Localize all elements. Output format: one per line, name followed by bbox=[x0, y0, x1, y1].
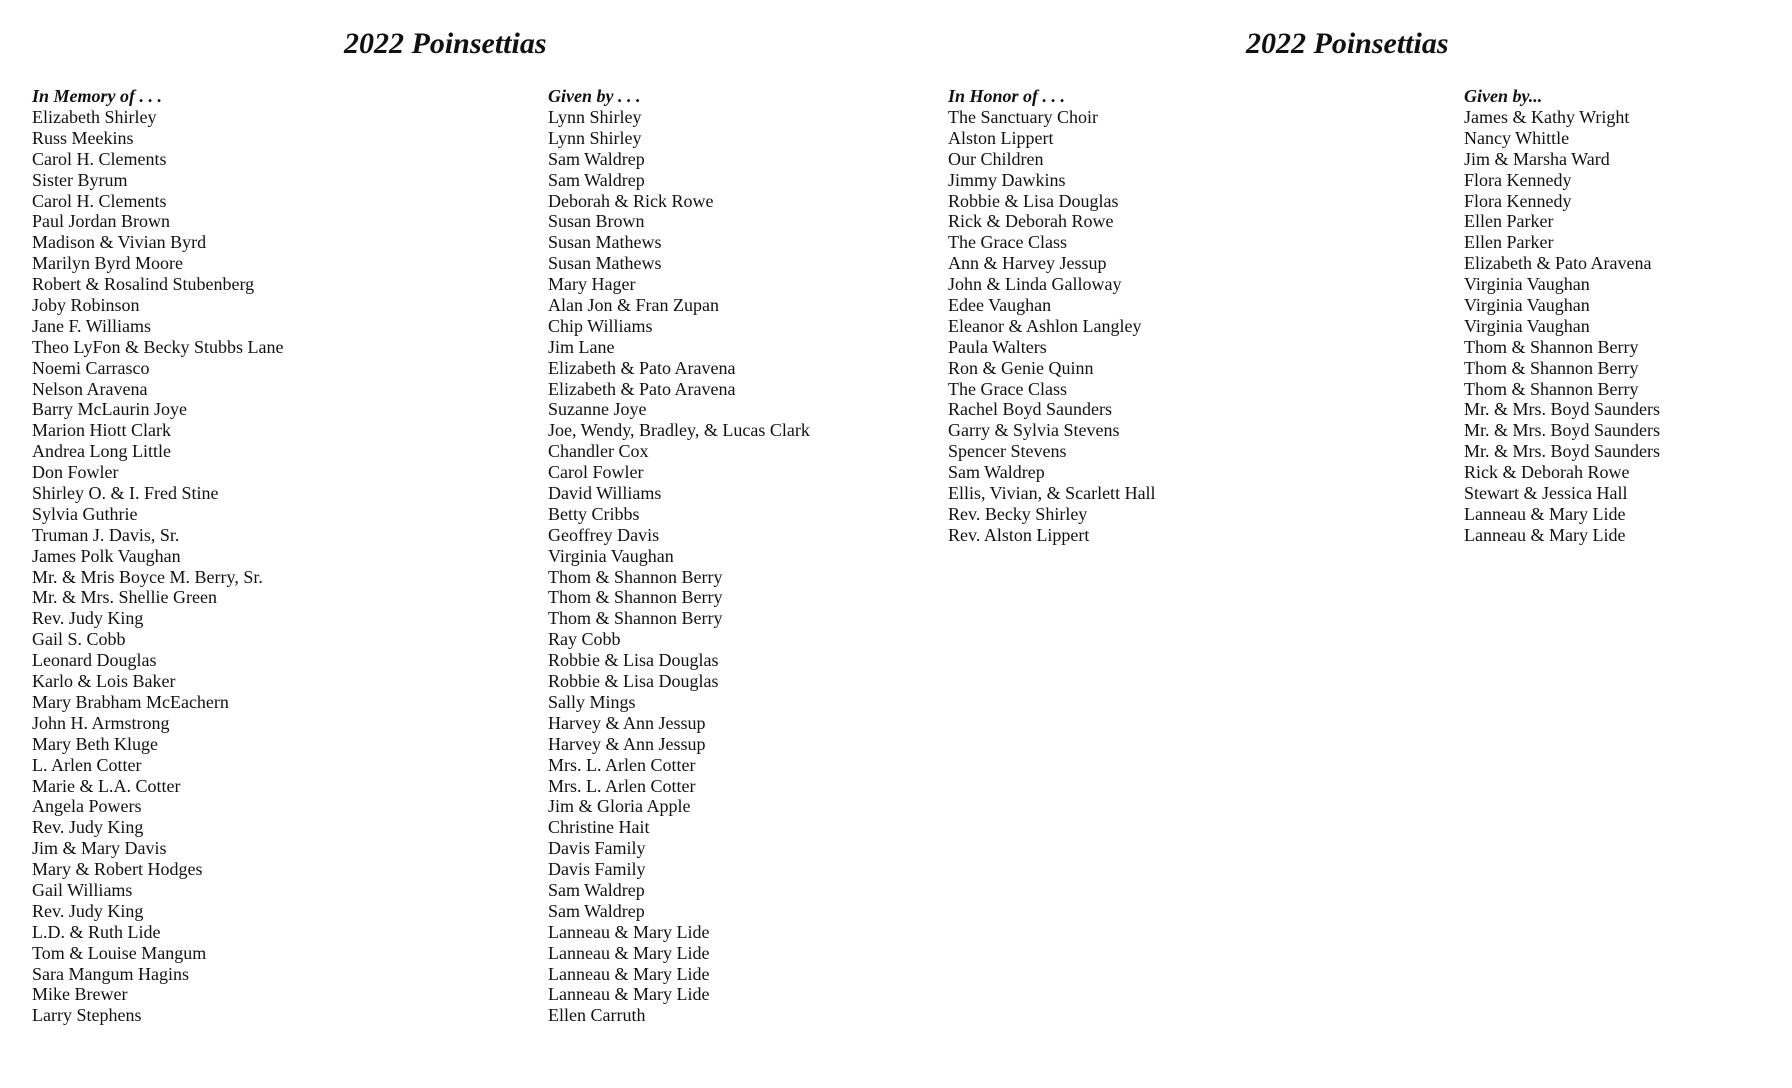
list-item: Geoffrey Davis bbox=[548, 524, 660, 545]
list-item: Larry Stephens bbox=[32, 1005, 142, 1026]
list-item: Jim & Marsha Ward bbox=[1464, 148, 1610, 169]
list-item: Virginia Vaughan bbox=[1464, 274, 1590, 295]
list-item: Karlo & Lois Baker bbox=[32, 671, 176, 692]
list-item: The Grace Class bbox=[948, 378, 1067, 399]
list-item: Mrs. L. Arlen Cotter bbox=[548, 754, 696, 775]
in-honor-header: In Honor of . . . bbox=[948, 86, 1066, 106]
list-item: Barry McLaurin Joye bbox=[32, 399, 187, 420]
list-item: Marilyn Byrd Moore bbox=[32, 253, 183, 274]
list-item: Lanneau & Mary Lide bbox=[548, 963, 710, 984]
list-item: Betty Cribbs bbox=[548, 503, 640, 524]
list-item: Our Children bbox=[948, 148, 1044, 169]
list-item: Paula Walters bbox=[948, 336, 1047, 357]
in-memory-list bbox=[32, 107, 283, 1026]
list-item: Lanneau & Mary Lide bbox=[1464, 524, 1626, 545]
given-by-memory-list bbox=[548, 107, 810, 1026]
list-item: Alston Lippert bbox=[948, 127, 1054, 148]
list-item: Robbie & Lisa Douglas bbox=[548, 650, 719, 671]
list-item: Russ Meekins bbox=[32, 127, 134, 148]
list-item: Lanneau & Mary Lide bbox=[548, 942, 710, 963]
page-title: 2022 Poinsettias bbox=[1246, 27, 1449, 60]
list-item: Garry & Sylvia Stevens bbox=[948, 420, 1120, 441]
list-item: Mr. & Mrs. Boyd Saunders bbox=[1464, 399, 1661, 420]
list-item: Jim & Mary Davis bbox=[32, 838, 167, 859]
list-item: Ellis, Vivian, & Scarlett Hall bbox=[948, 483, 1156, 504]
list-item: John H. Armstrong bbox=[32, 712, 170, 733]
list-item: Mr. & Mrs. Boyd Saunders bbox=[1464, 441, 1661, 462]
list-item: Shirley O. & I. Fred Stine bbox=[32, 483, 219, 504]
list-item: Truman J. Davis, Sr. bbox=[32, 524, 180, 545]
list-item: L. Arlen Cotter bbox=[32, 754, 142, 775]
list-item: Mary Hager bbox=[548, 274, 636, 295]
list-item: Spencer Stevens bbox=[948, 441, 1067, 462]
list-item: Ann & Harvey Jessup bbox=[948, 253, 1107, 274]
list-item: Joby Robinson bbox=[32, 295, 140, 316]
list-item: Ron & Genie Quinn bbox=[948, 357, 1094, 378]
list-item: Mary & Robert Hodges bbox=[32, 859, 203, 880]
list-item: Davis Family bbox=[548, 838, 646, 859]
list-item: Harvey & Ann Jessup bbox=[548, 733, 706, 754]
list-item: Chandler Cox bbox=[548, 441, 649, 462]
list-item: Jimmy Dawkins bbox=[948, 169, 1066, 190]
list-item: The Grace Class bbox=[948, 232, 1067, 253]
list-item: Suzanne Joye bbox=[548, 399, 647, 420]
given-by-memory-column bbox=[548, 86, 810, 1026]
list-item: Susan Brown bbox=[548, 211, 645, 232]
list-item: Marie & L.A. Cotter bbox=[32, 775, 181, 796]
in-memory-column bbox=[32, 86, 283, 1026]
list-item: Susan Mathews bbox=[548, 232, 662, 253]
list-item: Jim Lane bbox=[548, 336, 615, 357]
list-item: Nelson Aravena bbox=[32, 378, 148, 399]
list-item: Mr. & Mrs. Shellie Green bbox=[32, 587, 217, 608]
list-item: Harvey & Ann Jessup bbox=[548, 712, 706, 733]
list-item: Virginia Vaughan bbox=[1464, 295, 1590, 316]
list-item: Chip Williams bbox=[548, 315, 653, 336]
list-item: Lanneau & Mary Lide bbox=[1464, 503, 1626, 524]
list-item: Elizabeth & Pato Aravena bbox=[1464, 253, 1652, 274]
in-honor-column bbox=[948, 86, 1156, 546]
list-item: Tom & Louise Mangum bbox=[32, 942, 207, 963]
list-item: Mr. & Mrs. Boyd Saunders bbox=[1464, 420, 1661, 441]
list-item: Jane F. Williams bbox=[32, 315, 151, 336]
list-item: Edee Vaughan bbox=[948, 295, 1052, 316]
list-item: Sara Mangum Hagins bbox=[32, 963, 189, 984]
list-item: Nancy Whittle bbox=[1464, 127, 1570, 148]
list-item: Elizabeth Shirley bbox=[32, 107, 157, 127]
list-item: Virginia Vaughan bbox=[548, 545, 674, 566]
list-item: Rev. Judy King bbox=[32, 817, 144, 838]
list-item: Joe, Wendy, Bradley, & Lucas Clark bbox=[548, 420, 810, 441]
list-item: Rick & Deborah Rowe bbox=[948, 211, 1114, 232]
list-item: Elizabeth & Pato Aravena bbox=[548, 357, 736, 378]
list-item: Flora Kennedy bbox=[1464, 190, 1572, 211]
given-by-honor-list bbox=[1464, 107, 1660, 546]
in-memory-header: In Memory of . . . bbox=[32, 86, 162, 106]
list-item: Stewart & Jessica Hall bbox=[1464, 483, 1628, 504]
list-item: Rev. Alston Lippert bbox=[948, 524, 1090, 545]
right-page bbox=[896, 0, 1792, 1088]
list-item: John & Linda Galloway bbox=[948, 274, 1122, 295]
list-item: Rev. Judy King bbox=[32, 900, 144, 921]
list-item: Don Fowler bbox=[32, 462, 119, 483]
list-item: Christine Hait bbox=[548, 817, 650, 838]
list-item: Marion Hiott Clark bbox=[32, 420, 171, 441]
list-item: Robbie & Lisa Douglas bbox=[548, 671, 719, 692]
list-item: Eleanor & Ashlon Langley bbox=[948, 315, 1142, 336]
list-item: Flora Kennedy bbox=[1464, 169, 1572, 190]
list-item: Mary Brabham McEachern bbox=[32, 691, 229, 712]
list-item: L.D. & Ruth Lide bbox=[32, 921, 161, 942]
list-item: Carol H. Clements bbox=[32, 148, 167, 169]
list-item: Sam Waldrep bbox=[548, 900, 645, 921]
list-item: Robbie & Lisa Douglas bbox=[948, 190, 1119, 211]
list-item: Ellen Parker bbox=[1464, 211, 1554, 232]
list-item: Gail Williams bbox=[32, 879, 133, 900]
list-item: Lynn Shirley bbox=[548, 107, 642, 127]
list-item: Deborah & Rick Rowe bbox=[548, 190, 714, 211]
list-item: The Sanctuary Choir bbox=[948, 107, 1098, 127]
given-by-honor-column bbox=[1464, 86, 1660, 546]
list-item: Carol Fowler bbox=[548, 462, 644, 483]
list-item: Thom & Shannon Berry bbox=[548, 608, 723, 629]
list-item: Virginia Vaughan bbox=[1464, 315, 1590, 336]
list-item: Thom & Shannon Berry bbox=[548, 566, 723, 587]
list-item: Rachel Boyd Saunders bbox=[948, 399, 1112, 420]
list-item: Ellen Carruth bbox=[548, 1005, 646, 1026]
list-item: Thom & Shannon Berry bbox=[1464, 378, 1639, 399]
list-item: Madison & Vivian Byrd bbox=[32, 232, 207, 253]
list-item: Davis Family bbox=[548, 859, 646, 880]
list-item: Andrea Long Little bbox=[32, 441, 171, 462]
list-item: Mary Beth Kluge bbox=[32, 733, 158, 754]
list-item: Rick & Deborah Rowe bbox=[1464, 462, 1630, 483]
list-item: Alan Jon & Fran Zupan bbox=[548, 295, 719, 316]
list-item: Ray Cobb bbox=[548, 629, 621, 650]
list-item: Theo LyFon & Becky Stubbs Lane bbox=[32, 336, 284, 357]
list-item: Thom & Shannon Berry bbox=[1464, 336, 1639, 357]
list-item: Lanneau & Mary Lide bbox=[548, 921, 710, 942]
list-item: Robert & Rosalind Stubenberg bbox=[32, 274, 255, 295]
list-item: Sister Byrum bbox=[32, 169, 128, 190]
list-item: Noemi Carrasco bbox=[32, 357, 150, 378]
list-item: Mike Brewer bbox=[32, 984, 128, 1005]
list-item: David Williams bbox=[548, 483, 662, 504]
list-item: Lanneau & Mary Lide bbox=[548, 984, 710, 1005]
list-item: James Polk Vaughan bbox=[32, 545, 181, 566]
list-item: Mrs. L. Arlen Cotter bbox=[548, 775, 696, 796]
list-item: Mr. & Mris Boyce M. Berry, Sr. bbox=[32, 566, 263, 587]
list-item: Angela Powers bbox=[32, 796, 142, 817]
list-item: Susan Mathews bbox=[548, 253, 662, 274]
list-item: Sam Waldrep bbox=[548, 879, 645, 900]
list-item: Lynn Shirley bbox=[548, 127, 642, 148]
list-item: Sally Mings bbox=[548, 691, 636, 712]
list-item: Leonard Douglas bbox=[32, 650, 157, 671]
list-item: Rev. Judy King bbox=[32, 608, 144, 629]
list-item: Sam Waldrep bbox=[548, 169, 645, 190]
list-item: Carol H. Clements bbox=[32, 190, 167, 211]
list-item: James & Kathy Wright bbox=[1464, 107, 1630, 127]
list-item: Thom & Shannon Berry bbox=[548, 587, 723, 608]
given-by-header: Given by... bbox=[1464, 86, 1543, 106]
list-item: Paul Jordan Brown bbox=[32, 211, 170, 232]
list-item: Jim & Gloria Apple bbox=[548, 796, 691, 817]
list-item: Thom & Shannon Berry bbox=[1464, 357, 1639, 378]
in-honor-list bbox=[948, 107, 1156, 546]
page-title: 2022 Poinsettias bbox=[344, 27, 547, 60]
list-item: Elizabeth & Pato Aravena bbox=[548, 378, 736, 399]
list-item: Sam Waldrep bbox=[548, 148, 645, 169]
list-item: Sylvia Guthrie bbox=[32, 503, 138, 524]
list-item: Gail S. Cobb bbox=[32, 629, 126, 650]
list-item: Rev. Becky Shirley bbox=[948, 503, 1088, 524]
given-by-header: Given by . . . bbox=[548, 86, 641, 106]
list-item: Sam Waldrep bbox=[948, 462, 1045, 483]
list-item: Ellen Parker bbox=[1464, 232, 1554, 253]
